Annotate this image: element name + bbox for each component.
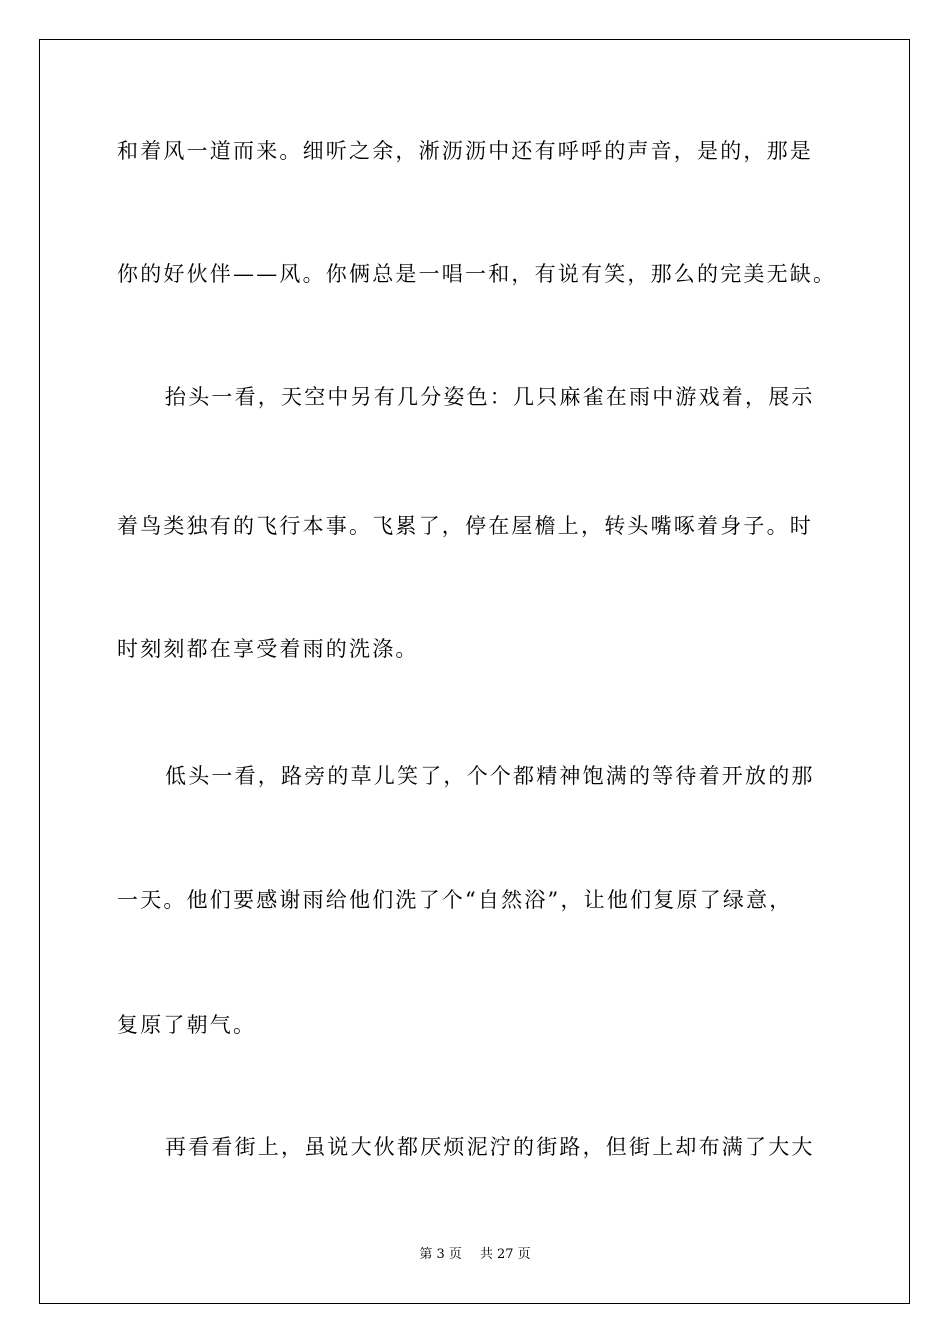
page-frame: [39, 39, 910, 1304]
text-line: 抬头一看，天空中另有几分姿色：几只麻雀在雨中游戏着，展示: [165, 385, 815, 409]
text-line: 低头一看，路旁的草儿笑了，个个都精神饱满的等待着开放的那: [165, 764, 815, 788]
text-line: 复原了朝气。: [117, 1013, 257, 1037]
page-total: 共 27 页: [479, 1247, 531, 1262]
text-line: 和着风一道而来。细听之余，淅沥沥中还有呼呼的声音，是的，那是: [117, 139, 813, 163]
text-line: 你的好伙伴——风。你俩总是一唱一和，有说有笑，那么的完美无缺。: [117, 262, 837, 286]
page-footer: [0, 1246, 950, 1264]
page-number: 第 3 页: [419, 1247, 462, 1262]
text-line: 再看看街上，虽说大伙都厌烦泥泞的街路，但街上却布满了大大: [165, 1135, 815, 1159]
text-line: 一天。他们要感谢雨给他们洗了个“自然浴”，让他们复原了绿意，: [117, 888, 793, 912]
text-line: 时刻刻都在享受着雨的洗涤。: [117, 637, 419, 661]
text-line: 着鸟类独有的飞行本事。飞累了，停在屋檐上，转头嘴啄着身子。时: [117, 514, 813, 538]
